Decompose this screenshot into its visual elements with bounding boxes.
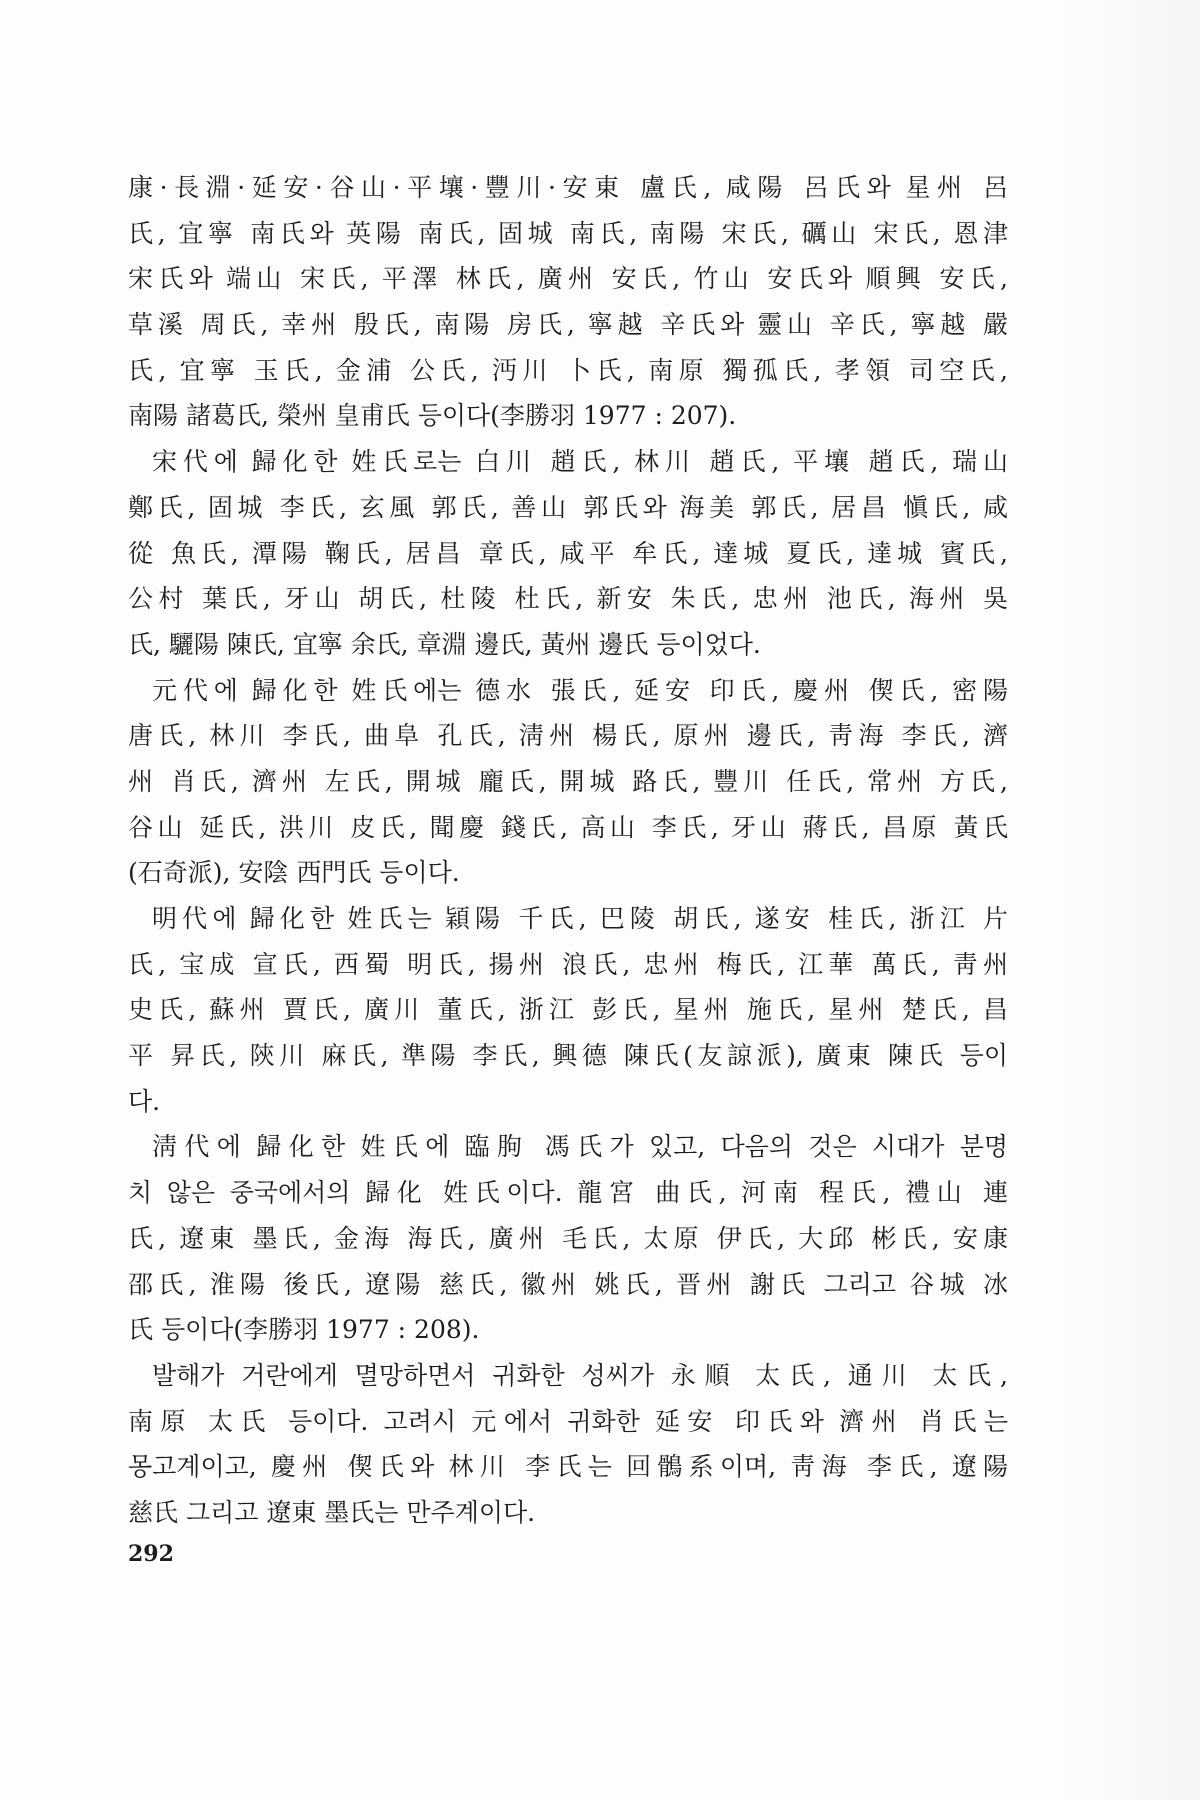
text-line: 몽고계이고, 慶州 偰氏와 林川 李氏는 回鶻系이며, 靑海 李氏, 遼陽 xyxy=(128,1452,1008,1482)
body-text xyxy=(128,165,1008,1536)
text-line: 氏, 宝成 宣氏, 西蜀 明氏, 揚州 浪氏, 忠州 梅氏, 江華 萬氏, 靑州 xyxy=(128,949,1008,979)
text-line: 明代에 歸化한 姓氏는 穎陽 千氏, 巴陵 胡氏, 遂安 桂氏, 浙江 片 xyxy=(152,904,1008,933)
page-number: 292 xyxy=(128,1541,174,1567)
text-line: 氏 등이다(李勝羽 1977 : 208). xyxy=(128,1315,480,1345)
text-line: 氏, 宜寧 玉氏, 金浦 公氏, 沔川 卜氏, 南原 獨孤氏, 孝領 司空氏, xyxy=(128,355,1008,385)
text-line: 鄭氏, 固城 李氏, 玄風 郭氏, 善山 郭氏와 海美 郭氏, 居昌 愼氏, 咸 xyxy=(128,492,1008,522)
text-line: 元代에 歸化한 姓氏에는 德水 張氏, 延安 印氏, 慶州 偰氏, 密陽 xyxy=(152,675,1008,705)
text-line: 南陽 諸葛氏, 榮州 皇甫氏 등이다(李勝羽 1977 : 207). xyxy=(128,401,737,431)
text-line: 谷山 延氏, 洪川 皮氏, 聞慶 錢氏, 高山 李氏, 牙山 蔣氏, 昌原 黃氏 xyxy=(128,812,1008,842)
text-line: 宋氏와 端山 宋氏, 平澤 林氏, 廣州 安氏, 竹山 安氏와 順興 安氏, xyxy=(128,264,1008,294)
text-line: 公村 葉氏, 牙山 胡氏, 杜陵 杜氏, 新安 朱氏, 忠州 池氏, 海州 吳 xyxy=(128,584,1008,614)
text-line: 宋代에 歸化한 姓氏로는 白川 趙氏, 林川 趙氏, 平壤 趙氏, 瑞山 xyxy=(152,447,1008,477)
page-edge-shadow xyxy=(1060,0,1200,1800)
text-line: 淸代에 歸化한 姓氏에 臨朐 馮氏가 있고, 다음의 것은 시대가 분명 xyxy=(152,1132,1008,1162)
text-line: (石奇派), 安陰 西門氏 등이다. xyxy=(128,858,460,888)
text-line: 草溪 周氏, 幸州 殷氏, 南陽 房氏, 寧越 辛氏와 靈山 辛氏, 寧越 嚴 xyxy=(128,310,1008,340)
text-line: 氏, 遼東 墨氏, 金海 海氏, 廣州 毛氏, 太原 伊氏, 大邱 彬氏, 安康 xyxy=(128,1223,1008,1253)
text-line: 州 肖氏, 濟州 左氏, 開城 龐氏, 開城 路氏, 豐川 任氏, 常州 方氏, xyxy=(128,766,1008,796)
text-line: 唐氏, 林川 李氏, 曲阜 孔氏, 淸州 楊氏, 原州 邊氏, 靑海 李氏, 濟 xyxy=(128,721,1008,751)
text-line: 從 魚氏, 潭陽 鞠氏, 居昌 章氏, 咸平 牟氏, 達城 夏氏, 達城 賓氏, xyxy=(128,538,1008,568)
text-line: 平 昇氏, 陝川 麻氏, 準陽 李氏, 興德 陳氏(友諒派), 廣東 陳氏 등이 xyxy=(128,1041,1008,1071)
text-line: 康·長淵·延安·谷山·平壤·豐川·安東 盧氏, 咸陽 呂氏와 星州 呂 xyxy=(128,173,1008,202)
text-line: 氏, 驪陽 陳氏, 宜寧 余氏, 章淵 邊氏, 黃州 邊氏 등이었다. xyxy=(128,629,761,659)
text-line: 다. xyxy=(128,1086,161,1116)
text-line: 치 않은 중국에서의 歸化 姓氏이다. 龍宮 曲氏, 河南 程氏, 禮山 連 xyxy=(128,1178,1008,1208)
text-line: 慈氏 그리고 遼東 墨氏는 만주계이다. xyxy=(128,1497,536,1527)
text-line: 邵氏, 淮陽 後氏, 遼陽 慈氏, 徽州 姚氏, 晋州 謝氏 그리고 谷城 冰 xyxy=(128,1269,1008,1299)
text-line: 발해가 거란에게 멸망하면서 귀화한 성씨가 永順 太氏, 通川 太氏, xyxy=(152,1360,1008,1390)
text-line: 南原 太氏 등이다. 고려시 元에서 귀화한 延安 印氏와 濟州 肖氏는 xyxy=(128,1406,1008,1436)
text-line: 史氏, 蘇州 賈氏, 廣川 董氏, 浙江 彭氏, 星州 施氏, 星州 楚氏, 昌 xyxy=(128,995,1008,1025)
text-line: 氏, 宜寧 南氏와 英陽 南氏, 固城 南氏, 南陽 宋氏, 礪山 宋氏, 恩津 xyxy=(128,218,1008,248)
